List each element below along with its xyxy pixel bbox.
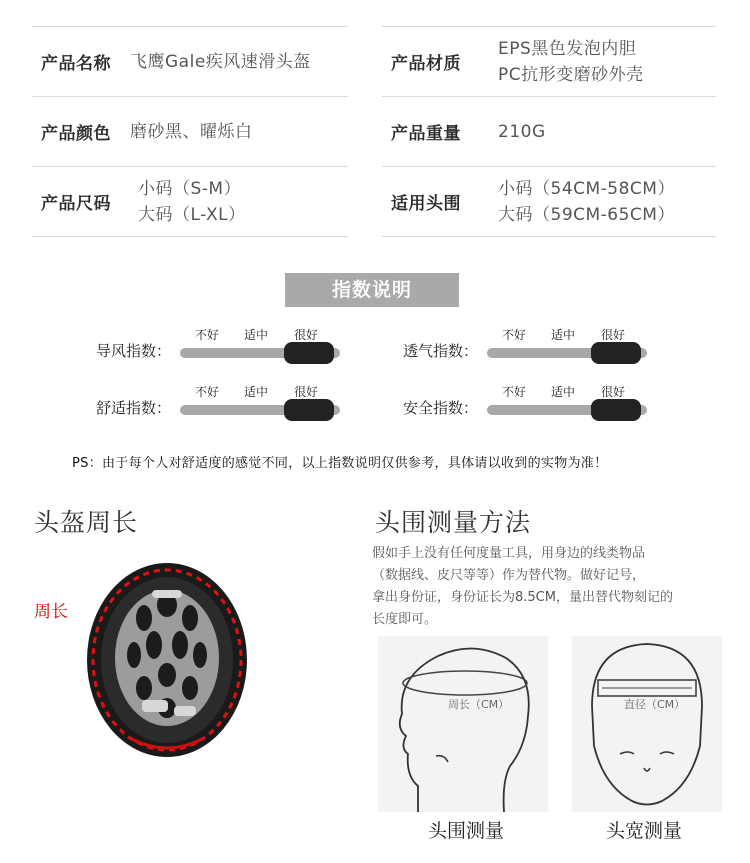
- svg-text:周长（CM）: 周长（CM）: [448, 698, 510, 711]
- rating-breathability: 透气指数： 不好 适中 很好: [403, 326, 683, 366]
- spec-value: 小码（S-M） 大码（L-XL）: [138, 178, 246, 225]
- spec-row-head-size: [382, 166, 716, 237]
- spec-table-right: [382, 26, 716, 237]
- rating-label: 舒适指数：: [96, 399, 172, 417]
- spec-table-left: [32, 26, 348, 237]
- rating-label: 透气指数：: [403, 342, 479, 360]
- spec-row-size: [32, 166, 348, 237]
- spec-label: 产品名称: [41, 54, 111, 74]
- circumference-label: 周长: [34, 602, 68, 622]
- spec-row-color: [32, 96, 348, 166]
- svg-text:直径（CM）: 直径（CM）: [624, 698, 686, 711]
- rating-wind: 导风指数： 不好 适中 很好: [96, 326, 376, 366]
- rating-knob: [284, 399, 334, 421]
- head-width-caption: 头宽测量: [606, 820, 683, 842]
- measure-instructions: 假如手上没有任何度量工具，用身边的线类物品 （数据线、皮尺等等）作为替代物。做好记号， 拿出身份证，身份证长为8.5CM，量出替代物刻记的 长度即可。: [372, 546, 673, 627]
- helmet-underside-image: [82, 560, 252, 760]
- spec-label: 产品尺码: [41, 194, 111, 214]
- rating-knob: [284, 342, 334, 364]
- rating-label: 安全指数：: [403, 399, 479, 417]
- spec-value: 210G: [498, 121, 546, 142]
- spec-label: 适用头围: [391, 194, 461, 214]
- spec-row-weight: [382, 96, 716, 166]
- spec-value: EPS黑色发泡内胆 PC抗形变磨砂外壳: [498, 38, 644, 85]
- spec-label: 产品颜色: [41, 124, 111, 144]
- rating-label: 导风指数：: [96, 342, 172, 360]
- spec-value: 飞鹰Gale疾风速滑头盔: [130, 51, 311, 72]
- measure-section-title: 头围测量方法: [375, 508, 532, 537]
- spec-label: 产品材质: [391, 54, 461, 74]
- index-title-banner: 指数说明: [285, 273, 459, 307]
- rating-comfort: 舒适指数： 不好 适中 很好: [96, 383, 376, 423]
- rating-knob: [591, 399, 641, 421]
- ps-note: PS：由于每个人对舒适度的感觉不同，以上指数说明仅供参考，具体请以收到的实物为准！: [72, 456, 608, 471]
- head-circumference-figure: [378, 636, 548, 812]
- spec-row-name: [32, 26, 348, 96]
- helmet-section-title: 头盔周长: [34, 508, 139, 537]
- rating-safety: 安全指数： 不好 适中 很好: [403, 383, 683, 423]
- spec-value: 小码（54CM-58CM） 大码（59CM-65CM）: [498, 178, 675, 225]
- head-width-figure: [572, 636, 722, 812]
- spec-label: 产品重量: [391, 124, 461, 144]
- rating-knob: [591, 342, 641, 364]
- head-circumference-caption: 头围测量: [428, 820, 505, 842]
- spec-row-material: [382, 26, 716, 96]
- spec-value: 磨砂黑、曜烁白: [130, 121, 253, 142]
